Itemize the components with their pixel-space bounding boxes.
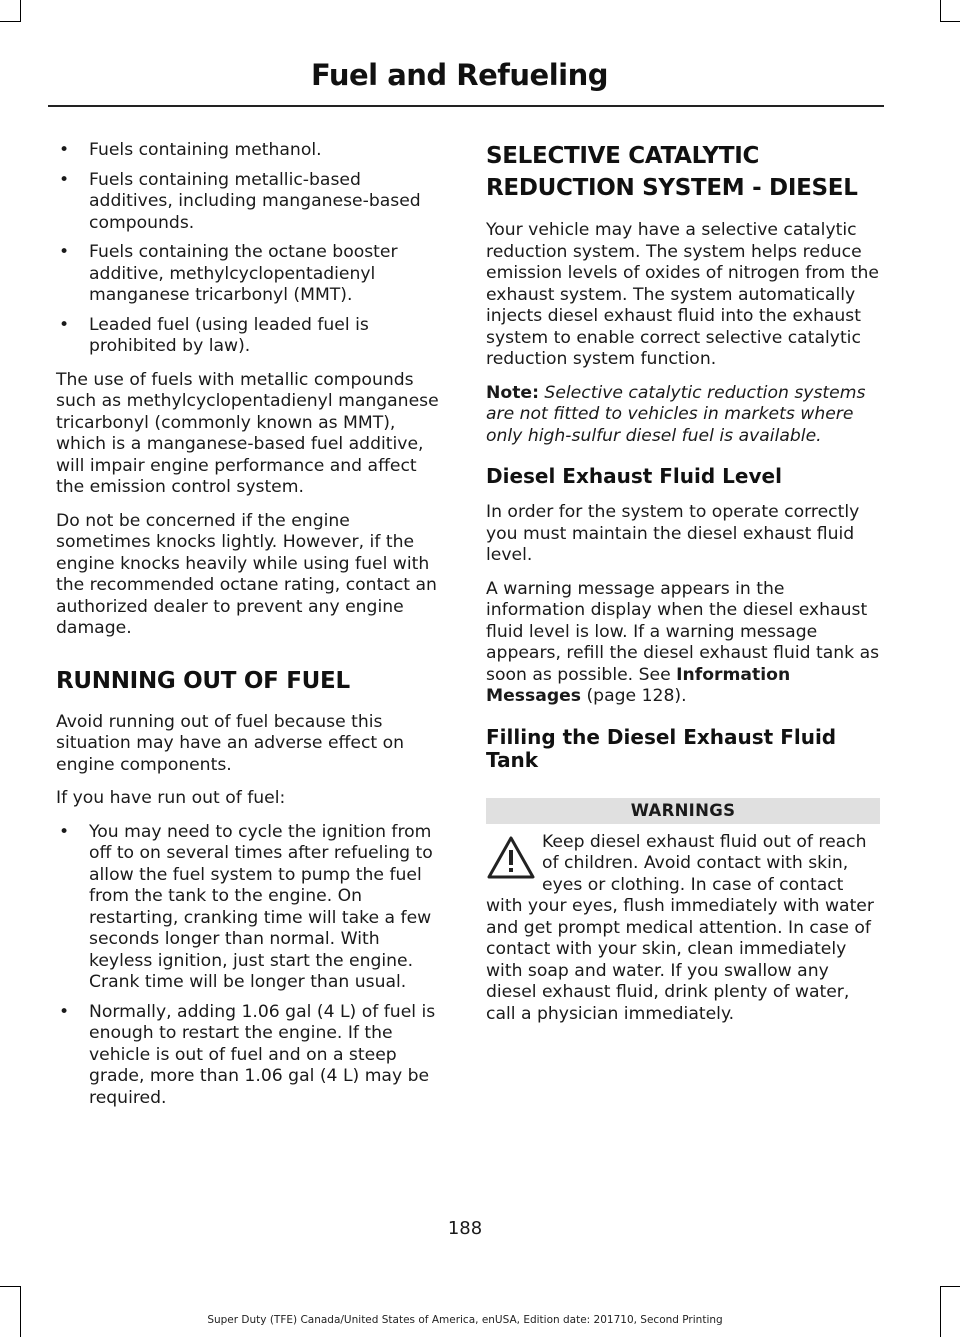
warning-text: Keep diesel exhaust fluid out of reach of children. Avoid contact with skin, eyes or clothing. In case of contact with your eyes, flush immediately with water and get prompt medical attention. In case of contact with your skin, clean immediately with soap and water. If you swallow any diesel exhaust fluid, drink plenty of water, call a physician immediately. [486, 831, 874, 1024]
note [486, 383, 880, 448]
crop-mark [940, 21, 960, 22]
crop-mark [0, 1286, 21, 1287]
out-of-fuel-list [56, 822, 448, 1110]
warning-block [486, 832, 880, 1026]
list-item: • You may need to cycle the ignition from off to on several times after refueling to allow the fuel system to pump the fuel from the tank to the engine. On restarting, cranking time will take a few seconds longer than normal. With keyless ignition, just start the engine. Crank time will be longer than usual. [59, 821, 433, 992]
page-number: 188 [447, 1218, 483, 1239]
warning-triangle-icon [486, 834, 536, 882]
note-label: Note: [486, 382, 539, 403]
crop-mark [940, 0, 941, 22]
list-item: • Normally, adding 1.06 gal (4 L) of fuel is enough to restart the engine. If the vehicle is out of fuel and on a steep grade, more than 1.06 gal (4 L) may be required. [59, 1001, 436, 1108]
warnings-header: WARNINGS [486, 798, 880, 824]
section-heading-scr: SELECTIVE CATALYTIC REDUCTION SYSTEM - DIESEL [486, 143, 858, 201]
paragraph: In order for the system to operate correctly you must maintain the diesel exhaust fluid level. [486, 502, 860, 565]
right-column [486, 140, 880, 1037]
paragraph: If you have run out of fuel: [56, 788, 286, 808]
list-item: • Leaded fuel (using leaded fuel is prohibited by law). [59, 314, 369, 356]
list-item: • Fuels containing the octane booster additive, methylcyclopentadienyl manganese tricarbonyl (MMT). [59, 242, 398, 305]
paragraph: Your vehicle may have a selective catalytic reduction system. The system helps reduce emission levels of oxides of nitrogen from the exhaust system. The system automatically injects diesel exhaust fluid into the exhaust system to enable correct selective catalytic reduction system function. [486, 220, 879, 369]
section-heading-running-out: RUNNING OUT OF FUEL [56, 667, 350, 694]
list-item: • Fuels containing methanol. [59, 140, 322, 160]
paragraph: Do not be concerned if the engine sometimes knocks lightly. However, if the engine knocks heavily while using fuel with the recommended octane rating, contact an authorized dealer to prevent any engine damage. [56, 510, 437, 638]
edition-footer: Super Duty (TFE) Canada/United States of America, enUSA, Edition date: 201710, Second Printing [207, 1314, 723, 1326]
paragraph: A warning message appears in the information display when the diesel exhaust fluid level is low. If a warning message appears, refill the diesel exhaust fluid tank as soon as possible. See Information Messages (page 128). [486, 578, 880, 706]
list-item: • Fuels containing metallic-based additives, including manganese-based compounds. [59, 169, 421, 233]
header-rule [48, 105, 884, 107]
paragraph: The use of fuels with metallic compounds such as methylcyclopentadienyl manganese tricarbonyl (commonly known as MMT), which is a manganese-based fuel additive, will impair engine performance and affect the emission control system. [56, 369, 439, 497]
paragraph: Avoid running out of fuel because this situation may have an adverse effect on engine components. [56, 711, 405, 775]
crop-mark [20, 0, 21, 22]
page-header-title: Fuel and Refueling [310, 58, 608, 92]
crop-mark [20, 1286, 21, 1337]
note-text: Selective catalytic reduction systems are not fitted to vehicles in markets where only high-sulfur diesel fuel is available. [486, 382, 866, 446]
subheading-def-level: Diesel Exhaust Fluid Level [486, 464, 782, 488]
crop-mark [940, 1286, 941, 1337]
crop-mark [0, 21, 21, 22]
cross-reference-link[interactable]: Information Messages [486, 664, 791, 706]
prohibited-fuels-list [56, 140, 448, 358]
crop-mark [940, 1286, 960, 1287]
left-column [56, 140, 448, 1121]
subheading-filling-tank: Filling the Diesel Exhaust Fluid Tank [486, 724, 837, 772]
